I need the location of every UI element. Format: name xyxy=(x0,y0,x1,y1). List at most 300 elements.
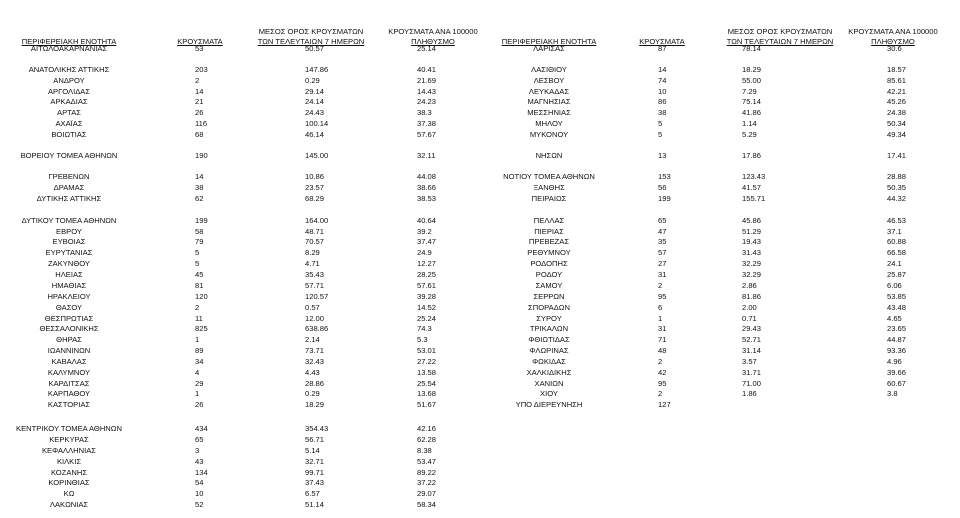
cases-cell: 86 xyxy=(658,97,667,106)
cases-per-100k-cell: 4.65 xyxy=(887,314,902,323)
cases-cell: 2 xyxy=(658,281,663,290)
region-name-cell: ΚΟΖΑΝΗΣ xyxy=(50,468,88,477)
cases-per-100k-cell: 24.23 xyxy=(417,97,437,106)
seven-day-average-cell: 51.29 xyxy=(742,227,762,236)
cases-per-100k-cell: 21.69 xyxy=(417,76,437,85)
cases-per-100k-cell: 23.65 xyxy=(887,324,907,333)
region-name-cell: ΛΑΚΩΝΙΑΣ xyxy=(49,500,89,509)
region-name-cell: ΠΕΛΛΑΣ xyxy=(533,216,565,225)
region-name-cell: ΑΝΑΤΟΛΙΚΗΣ ΑΤΤΙΚΗΣ xyxy=(28,65,110,74)
seven-day-average-cell: 78.14 xyxy=(742,44,762,53)
region-name-cell: ΑΡΚΑΔΙΑΣ xyxy=(50,97,88,106)
cases-per-100k-cell: 43.48 xyxy=(887,303,907,312)
region-name-cell: ΘΗΡΑΣ xyxy=(56,335,82,344)
region-name-cell: ΣΕΡΡΩΝ xyxy=(533,292,565,301)
right-table-row xyxy=(0,314,960,324)
cases-per-100k-cell: 40.64 xyxy=(417,216,437,225)
seven-day-average-cell: 164.00 xyxy=(305,216,329,225)
region-name-cell: ΞΑΝΘΗΣ xyxy=(533,183,565,192)
cases-per-100k-cell: 74.3 xyxy=(417,324,432,333)
region-name-cell: ΜΕΣΣΗΝΙΑΣ xyxy=(527,108,571,117)
cases-per-100k-cell: 57.61 xyxy=(417,281,437,290)
seven-day-average-cell: 2.86 xyxy=(742,281,757,290)
region-name-cell: ΦΩΚΙΔΑΣ xyxy=(532,357,566,366)
cases-per-100k-cell: 24.38 xyxy=(887,108,907,117)
right-table-row xyxy=(0,151,960,161)
right-table-row xyxy=(0,270,960,280)
cases-cell: 1 xyxy=(658,314,663,323)
left-header-per100k-line1: ΚΡΟΥΣΜΑΤΑ ΑΝΑ 100000 xyxy=(388,27,478,36)
right-header-cases: ΚΡΟΥΣΜΑΤΑ xyxy=(639,37,685,46)
cases-cell: 1 xyxy=(195,389,200,398)
cases-cell: 11 xyxy=(195,314,203,323)
cases-per-100k-cell: 39.66 xyxy=(887,368,907,377)
cases-cell: 53 xyxy=(195,44,204,53)
cases-per-100k-cell: 18.57 xyxy=(887,65,907,74)
seven-day-average-cell: 28.86 xyxy=(305,379,325,388)
region-name-cell: ΕΥΡΥΤΑΝΙΑΣ xyxy=(45,248,93,257)
right-table-row xyxy=(0,368,960,378)
right-table-row xyxy=(0,216,960,226)
seven-day-average-cell: 57.71 xyxy=(305,281,325,290)
region-name-cell: ΑΡΤΑΣ xyxy=(57,108,81,117)
region-name-cell: ΛΕΣΒΟΥ xyxy=(533,76,565,85)
right-table-row xyxy=(0,183,960,193)
cases-cell: 38 xyxy=(658,108,667,117)
cases-cell: 57 xyxy=(658,248,667,257)
cases-per-100k-cell: 25.87 xyxy=(887,270,907,279)
right-header-avg-line1: ΜΕΣΟΣ ΟΡΟΣ ΚΡΟΥΣΜΑΤΩΝ xyxy=(727,27,833,36)
cases-per-100k-cell: 24.1 xyxy=(887,259,902,268)
region-name-cell: ΚΕΦΑΛΛΗΝΙΑΣ xyxy=(41,446,97,455)
region-name-cell: ΘΑΣΟΥ xyxy=(55,303,83,312)
left-table-row xyxy=(0,478,960,488)
region-name-cell: ΚΕΡΚΥΡΑΣ xyxy=(49,435,89,444)
cases-cell: 2 xyxy=(658,389,663,398)
cases-cell: 56 xyxy=(658,183,667,192)
seven-day-average-cell: 145.00 xyxy=(305,151,329,160)
seven-day-average-cell: 71.00 xyxy=(742,379,762,388)
seven-day-average-cell: 18.29 xyxy=(305,400,325,409)
cases-per-100k-cell: 27.22 xyxy=(417,357,437,366)
cases-cell: 127 xyxy=(658,400,671,409)
seven-day-average-cell: 24.14 xyxy=(305,97,325,106)
right-table-row xyxy=(0,44,960,54)
cases-per-100k-cell: 40.41 xyxy=(417,65,437,74)
left-header-region: ΠΕΡΙΦΕΡΕΙΑΚΗ ΕΝΟΤΗΤΑ xyxy=(21,37,117,46)
region-name-cell: ΣΥΡΟΥ xyxy=(536,314,562,323)
seven-day-average-cell: 48.71 xyxy=(305,227,325,236)
right-table-row xyxy=(0,357,960,367)
cases-cell: 62 xyxy=(195,194,204,203)
region-name-cell: ΠΕΙΡΑΙΩΣ xyxy=(531,194,567,203)
region-name-cell: ΜΗΛΟΥ xyxy=(535,119,563,128)
right-header-per100k-line2: ΠΛΗΘΥΣΜΟ xyxy=(871,37,915,46)
cases-cell: 34 xyxy=(195,357,204,366)
seven-day-average-cell: 123.43 xyxy=(742,172,766,181)
right-table-row xyxy=(0,119,960,129)
right-table-row xyxy=(0,194,960,204)
cases-per-100k-cell: 45.26 xyxy=(887,97,907,106)
right-table-row xyxy=(0,379,960,389)
cases-cell: 87 xyxy=(658,44,667,53)
seven-day-average-cell: 5.29 xyxy=(742,130,757,139)
cases-per-100k-cell: 60.88 xyxy=(887,237,907,246)
cases-cell: 120 xyxy=(195,292,208,301)
region-name-cell: ΣΑΜΟΥ xyxy=(535,281,563,290)
right-table-row xyxy=(0,259,960,269)
region-name-cell: ΡΕΘΥΜΝΟΥ xyxy=(527,248,571,257)
cases-cell: 2 xyxy=(658,357,663,366)
left-table-row xyxy=(0,435,960,445)
cases-per-100k-cell: 25.14 xyxy=(417,44,437,53)
cases-cell: 6 xyxy=(658,303,663,312)
region-name-cell: ΕΒΡΟΥ xyxy=(56,227,82,236)
seven-day-average-cell: 32.43 xyxy=(305,357,325,366)
cases-per-100k-cell: 12.27 xyxy=(417,259,437,268)
cases-per-100k-cell: 50.34 xyxy=(887,119,907,128)
right-header-avg-line2: ΤΩΝ ΤΕΛΕΥΤΑΙΩΝ 7 ΗΜΕΡΩΝ xyxy=(726,37,834,46)
seven-day-average-cell: 354.43 xyxy=(305,424,329,433)
region-name-cell: ΘΕΣΠΡΩΤΙΑΣ xyxy=(44,314,94,323)
region-name-cell: ΒΟΡΕΙΟΥ ΤΟΜΕΑ ΑΘΗΝΩΝ xyxy=(20,151,118,160)
seven-day-average-cell: 0.29 xyxy=(305,389,320,398)
cases-cell: 65 xyxy=(658,216,667,225)
cases-cell: 13 xyxy=(658,151,667,160)
region-name-cell: ΠΙΕΡΙΑΣ xyxy=(534,227,564,236)
seven-day-average-cell: 75.14 xyxy=(742,97,762,106)
left-table-row xyxy=(0,457,960,467)
seven-day-average-cell: 32.29 xyxy=(742,259,762,268)
seven-day-average-cell: 32.71 xyxy=(305,457,325,466)
right-table-row xyxy=(0,237,960,247)
cases-per-100k-cell: 44.87 xyxy=(887,335,907,344)
cases-cell: 65 xyxy=(195,435,204,444)
region-name-cell: ΡΟΔΟΥ xyxy=(535,270,563,279)
seven-day-average-cell: 55.00 xyxy=(742,76,762,85)
cases-cell: 190 xyxy=(195,151,208,160)
cases-cell: 26 xyxy=(195,400,204,409)
seven-day-average-cell: 56.71 xyxy=(305,435,325,444)
left-table-row xyxy=(0,489,960,499)
seven-day-average-cell: 81.86 xyxy=(742,292,762,301)
right-table-row xyxy=(0,281,960,291)
cases-cell: 203 xyxy=(195,65,208,74)
cases-cell: 31 xyxy=(658,270,667,279)
cases-per-100k-cell: 93.36 xyxy=(887,346,907,355)
left-header-cases: ΚΡΟΥΣΜΑΤΑ xyxy=(177,37,223,46)
cases-cell: 58 xyxy=(195,227,204,236)
seven-day-average-cell: 8.29 xyxy=(305,248,320,257)
cases-per-100k-cell: 85.61 xyxy=(887,76,907,85)
seven-day-average-cell: 31.14 xyxy=(742,346,762,355)
right-table-row xyxy=(0,87,960,97)
cases-per-100k-cell: 39.2 xyxy=(417,227,432,236)
cases-per-100k-cell: 38.53 xyxy=(417,194,437,203)
cases-per-100k-cell: 66.58 xyxy=(887,248,907,257)
cases-cell: 35 xyxy=(658,237,667,246)
region-name-cell: ΔΥΤΙΚΟΥ ΤΟΜΕΑ ΑΘΗΝΩΝ xyxy=(21,216,117,225)
cases-cell: 27 xyxy=(658,259,667,268)
cases-cell: 38 xyxy=(195,183,204,192)
seven-day-average-cell: 5.14 xyxy=(305,446,320,455)
cases-per-100k-cell: 8.38 xyxy=(417,446,432,455)
region-name-cell: ΜΑΓΝΗΣΙΑΣ xyxy=(527,97,571,106)
right-table-row xyxy=(0,346,960,356)
seven-day-average-cell: 19.43 xyxy=(742,237,762,246)
cases-per-100k-cell: 37.38 xyxy=(417,119,437,128)
left-table-row xyxy=(0,500,960,510)
cases-cell: 42 xyxy=(658,368,667,377)
seven-day-average-cell: 99.71 xyxy=(305,468,325,477)
right-table-row xyxy=(0,227,960,237)
cases-per-100k-cell: 53.47 xyxy=(417,457,437,466)
cases-per-100k-cell: 46.53 xyxy=(887,216,907,225)
left-table-row xyxy=(0,424,960,434)
left-header-avg-line1: ΜΕΣΟΣ ΟΡΟΣ ΚΡΟΥΣΜΑΤΩΝ xyxy=(258,27,364,36)
cases-cell: 95 xyxy=(658,292,667,301)
left-table-row xyxy=(0,446,960,456)
cases-per-100k-cell: 60.67 xyxy=(887,379,907,388)
region-name-cell: ΑΝΔΡΟΥ xyxy=(53,76,85,85)
cases-per-100k-cell: 29.07 xyxy=(417,489,437,498)
region-name-cell: ΔΡΑΜΑΣ xyxy=(53,183,85,192)
seven-day-average-cell: 4.43 xyxy=(305,368,320,377)
cases-per-100k-cell: 37.1 xyxy=(887,227,902,236)
region-name-cell: ΗΡΑΚΛΕΙΟΥ xyxy=(47,292,91,301)
cases-cell: 5 xyxy=(658,119,663,128)
region-name-cell: ΛΑΡΙΣΑΣ xyxy=(533,44,565,53)
seven-day-average-cell: 17.86 xyxy=(742,151,762,160)
right-table-row xyxy=(0,303,960,313)
cases-per-100k-cell: 5.3 xyxy=(417,335,428,344)
region-name-cell: ΕΥΒΟΙΑΣ xyxy=(52,237,86,246)
cases-per-100k-cell: 13.58 xyxy=(417,368,437,377)
left-header-avg-line2: ΤΩΝ ΤΕΛΕΥΤΑΙΩΝ 7 ΗΜΕΡΩΝ xyxy=(257,37,365,46)
cases-per-100k-cell: 17.41 xyxy=(887,151,907,160)
region-name-cell: ΙΩΑΝΝΙΝΩΝ xyxy=(47,346,91,355)
seven-day-average-cell: 45.86 xyxy=(742,216,762,225)
cases-cell: 153 xyxy=(658,172,671,181)
region-name-cell: ΚΑΡΔΙΤΣΑΣ xyxy=(48,379,90,388)
seven-day-average-cell: 73.71 xyxy=(305,346,325,355)
region-name-cell: ΧΙΟΥ xyxy=(540,389,558,398)
right-table-row xyxy=(0,76,960,86)
cases-per-100k-cell: 30.6 xyxy=(887,44,902,53)
region-name-cell: ΠΡΕΒΕΖΑΣ xyxy=(528,237,570,246)
left-header-per100k-line2: ΠΛΗΘΥΣΜΟ xyxy=(411,37,455,46)
cases-per-100k-cell: 28.88 xyxy=(887,172,907,181)
seven-day-average-cell: 46.14 xyxy=(305,130,325,139)
cases-per-100k-cell: 44.32 xyxy=(887,194,907,203)
seven-day-average-cell: 4.71 xyxy=(305,259,320,268)
region-name-cell: ΧΑΝΙΩΝ xyxy=(534,379,564,388)
seven-day-average-cell: 70.57 xyxy=(305,237,325,246)
right-table-row xyxy=(0,292,960,302)
cases-per-100k-cell: 4.96 xyxy=(887,357,902,366)
cases-cell: 10 xyxy=(195,489,204,498)
cases-cell: 81 xyxy=(195,281,204,290)
cases-per-100k-cell: 25.24 xyxy=(417,314,437,323)
seven-day-average-cell: 24.43 xyxy=(305,108,325,117)
cases-cell: 2 xyxy=(195,303,200,312)
region-name-cell: ΚΑΡΠΑΘΟΥ xyxy=(47,389,91,398)
right-table-row xyxy=(0,97,960,107)
seven-day-average-cell: 12.00 xyxy=(305,314,325,323)
seven-day-average-cell: 23.57 xyxy=(305,183,325,192)
seven-day-average-cell: 41.57 xyxy=(742,183,762,192)
cases-cell: 74 xyxy=(658,76,667,85)
region-name-cell: ΗΛΕΙΑΣ xyxy=(55,270,83,279)
cases-cell: 95 xyxy=(658,379,667,388)
seven-day-average-cell: 147.86 xyxy=(305,65,329,74)
cases-per-100k-cell: 6.06 xyxy=(887,281,902,290)
cases-per-100k-cell: 62.28 xyxy=(417,435,437,444)
right-table-row xyxy=(0,335,960,345)
cases-cell: 3 xyxy=(195,446,200,455)
cases-per-100k-cell: 37.47 xyxy=(417,237,437,246)
region-name-cell: ΑΙΤΩΛΟΑΚΑΡΝΑΝΙΑΣ xyxy=(30,44,108,53)
cases-per-100k-cell: 38.66 xyxy=(417,183,437,192)
cases-per-100k-cell: 50.35 xyxy=(887,183,907,192)
cases-per-100k-cell: 58.34 xyxy=(417,500,437,509)
cases-cell: 68 xyxy=(195,130,204,139)
cases-cell: 5 xyxy=(658,130,663,139)
cases-cell: 5 xyxy=(195,248,200,257)
right-table-row xyxy=(0,172,960,182)
right-table-row xyxy=(0,324,960,334)
cases-cell: 45 xyxy=(195,270,204,279)
region-name-cell: ΓΡΕΒΕΝΩΝ xyxy=(48,172,90,181)
seven-day-average-cell: 1.14 xyxy=(742,119,757,128)
region-name-cell: ΚΕΝΤΡΙΚΟΥ ΤΟΜΕΑ ΑΘΗΝΩΝ xyxy=(16,424,122,433)
cases-cell: 48 xyxy=(658,346,667,355)
region-name-cell: ΛΕΥΚΑΔΑΣ xyxy=(528,87,570,96)
cases-per-100k-cell: 51.67 xyxy=(417,400,437,409)
region-name-cell: ΡΟΔΟΠΗΣ xyxy=(530,259,568,268)
cases-cell: 89 xyxy=(195,346,204,355)
cases-cell: 47 xyxy=(658,227,667,236)
right-table-row xyxy=(0,400,960,410)
cases-per-100k-cell: 14.43 xyxy=(417,87,437,96)
region-name-cell: ΛΑΣΙΘΙΟΥ xyxy=(531,65,567,74)
right-table-row xyxy=(0,108,960,118)
seven-day-average-cell: 638.86 xyxy=(305,324,329,333)
cases-cell: 29 xyxy=(195,379,204,388)
region-name-cell: ΚΙΛΚΙΣ xyxy=(56,457,82,466)
cases-per-100k-cell: 89.22 xyxy=(417,468,437,477)
seven-day-average-cell: 41.86 xyxy=(742,108,762,117)
region-name-cell: ΚΑΒΑΛΑΣ xyxy=(51,357,87,366)
region-name-cell: ΜΥΚΟΝΟΥ xyxy=(529,130,569,139)
right-table-row xyxy=(0,248,960,258)
seven-day-average-cell: 29.14 xyxy=(305,87,325,96)
seven-day-average-cell: 32.29 xyxy=(742,270,762,279)
cases-cell: 1 xyxy=(195,335,200,344)
seven-day-average-cell: 29.43 xyxy=(742,324,762,333)
region-name-cell: ΤΡΙΚΑΛΩΝ xyxy=(529,324,569,333)
cases-cell: 54 xyxy=(195,478,204,487)
seven-day-average-cell: 10.86 xyxy=(305,172,325,181)
cases-cell: 116 xyxy=(195,119,208,128)
cases-per-100k-cell: 13.68 xyxy=(417,389,437,398)
cases-per-100k-cell: 28.25 xyxy=(417,270,437,279)
region-name-cell: ΝΗΣΩΝ xyxy=(535,151,563,160)
cases-per-100k-cell: 42.16 xyxy=(417,424,437,433)
cases-per-100k-cell: 32.11 xyxy=(417,151,436,160)
left-table-row xyxy=(0,468,960,478)
right-header-region: ΠΕΡΙΦΕΡΕΙΑΚΗ ΕΝΟΤΗΤΑ xyxy=(501,37,597,46)
region-name-cell: ΦΛΩΡΙΝΑΣ xyxy=(529,346,569,355)
seven-day-average-cell: 31.43 xyxy=(742,248,762,257)
region-name-cell: ΚΑΛΥΜΝΟΥ xyxy=(47,368,91,377)
cases-cell: 4 xyxy=(195,368,200,377)
cases-cell: 14 xyxy=(195,87,204,96)
region-name-cell: ΘΕΣΣΑΛΟΝΙΚΗΣ xyxy=(39,324,99,333)
cases-cell: 434 xyxy=(195,424,208,433)
cases-per-100k-cell: 53.01 xyxy=(417,346,437,355)
cases-per-100k-cell: 38.3 xyxy=(417,108,432,117)
seven-day-average-cell: 37.43 xyxy=(305,478,325,487)
seven-day-average-cell: 7.29 xyxy=(742,87,757,96)
region-name-cell: ΑΡΓΟΛΙΔΑΣ xyxy=(47,87,91,96)
region-name-cell: ΒΟΙΩΤΙΑΣ xyxy=(51,130,87,139)
cases-cell: 31 xyxy=(658,324,667,333)
seven-day-average-cell: 2.00 xyxy=(742,303,757,312)
seven-day-average-cell: 35.43 xyxy=(305,270,325,279)
seven-day-average-cell: 0.29 xyxy=(305,76,320,85)
right-table-row xyxy=(0,130,960,140)
seven-day-average-cell: 3.57 xyxy=(742,357,757,366)
cases-per-100k-cell: 53.85 xyxy=(887,292,907,301)
cases-cell: 14 xyxy=(658,65,667,74)
region-name-cell: ΥΠΟ ΔΙΕΡΕΥΝΗΣΗ xyxy=(515,400,583,409)
right-table-row xyxy=(0,65,960,75)
seven-day-average-cell: 18.29 xyxy=(742,65,762,74)
cases-cell: 2 xyxy=(195,76,200,85)
seven-day-average-cell: 68.29 xyxy=(305,194,325,203)
seven-day-average-cell: 51.14 xyxy=(305,500,325,509)
seven-day-average-cell: 31.71 xyxy=(742,368,762,377)
cases-per-100k-cell: 25.54 xyxy=(417,379,437,388)
region-name-cell: ΣΠΟΡΑΔΩΝ xyxy=(528,303,570,312)
seven-day-average-cell: 120.57 xyxy=(305,292,329,301)
cases-cell: 5 xyxy=(195,259,200,268)
cases-per-100k-cell: 49.34 xyxy=(887,130,907,139)
seven-day-average-cell: 50.57 xyxy=(305,44,325,53)
region-name-cell: ΦΘΙΩΤΙΔΑΣ xyxy=(528,335,570,344)
cases-cell: 71 xyxy=(658,335,667,344)
seven-day-average-cell: 0.71 xyxy=(742,314,757,323)
cases-cell: 199 xyxy=(658,194,671,203)
seven-day-average-cell: 100.14 xyxy=(305,119,329,128)
cases-cell: 52 xyxy=(195,500,204,509)
cases-per-100k-cell: 57.67 xyxy=(417,130,437,139)
cases-cell: 21 xyxy=(195,97,204,106)
right-header-per100k-line1: ΚΡΟΥΣΜΑΤΑ ΑΝΑ 100000 xyxy=(848,27,938,36)
region-name-cell: ΖΑΚΥΝΘΟΥ xyxy=(48,259,90,268)
seven-day-average-cell: 1.86 xyxy=(742,389,757,398)
cases-cell: 43 xyxy=(195,457,204,466)
region-name-cell: ΝΟΤΙΟΥ ΤΟΜΕΑ ΑΘΗΝΩΝ xyxy=(503,172,595,181)
right-table-row xyxy=(0,389,960,399)
cases-per-100k-cell: 14.52 xyxy=(417,303,437,312)
region-name-cell: ΚΑΣΤΟΡΙΑΣ xyxy=(47,400,91,409)
seven-day-average-cell: 0.57 xyxy=(305,303,320,312)
cases-cell: 26 xyxy=(195,108,204,117)
seven-day-average-cell: 155.71 xyxy=(742,194,766,203)
cases-per-100k-cell: 39.28 xyxy=(417,292,437,301)
